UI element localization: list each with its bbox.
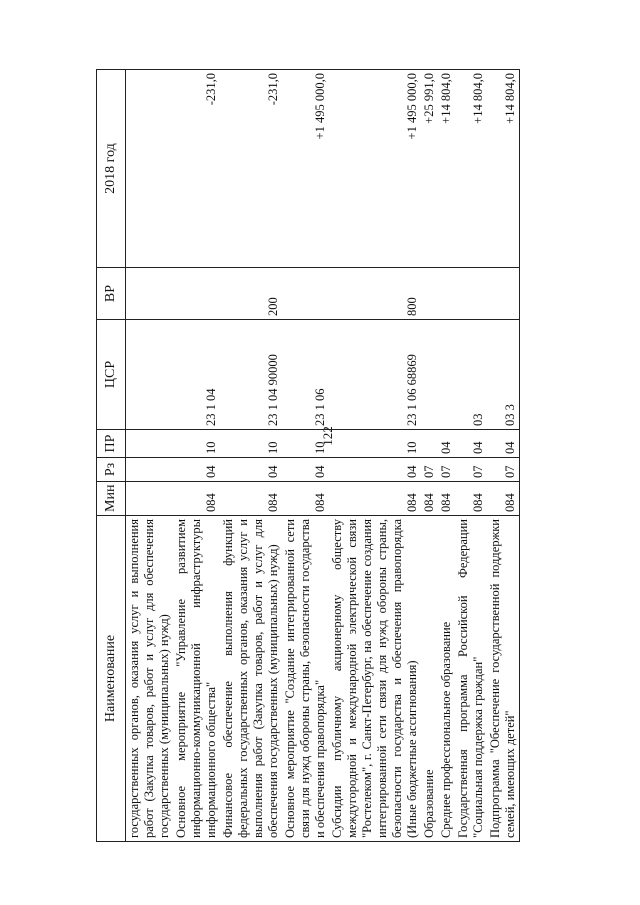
row-vr bbox=[173, 268, 220, 320]
row-rz: 07 bbox=[421, 458, 438, 482]
row-rz: 04 bbox=[282, 458, 329, 482]
table-row bbox=[421, 70, 438, 842]
rotated-page bbox=[96, 70, 586, 842]
row-name: Основное мероприятие "Управление развитием информационно-коммуникационной инфраструктуры информационного общества" bbox=[173, 516, 220, 842]
row-sum: +14 804,0 bbox=[455, 70, 487, 268]
row-pr: 10 bbox=[220, 430, 282, 458]
row-name: Подпрограмма "Обеспечение государственной поддержки семей, имеющих детей" bbox=[487, 516, 520, 842]
header-name: Наименование bbox=[97, 516, 126, 842]
row-rz: 07 bbox=[455, 458, 487, 482]
row-sum: +14 804,0 bbox=[487, 70, 520, 268]
row-rz: 04 bbox=[220, 458, 282, 482]
row-pr: 04 bbox=[455, 430, 487, 458]
row-rz: 04 bbox=[329, 458, 421, 482]
row-min: 084 bbox=[220, 482, 282, 516]
row-csr: 23 1 04 bbox=[173, 320, 220, 430]
row-sum: -231,0 bbox=[220, 70, 282, 268]
table-row bbox=[487, 70, 520, 842]
row-sum bbox=[126, 70, 174, 268]
row-vr bbox=[487, 268, 520, 320]
table-header-row bbox=[97, 70, 126, 842]
row-min: 084 bbox=[282, 482, 329, 516]
row-pr: 10 bbox=[282, 430, 329, 458]
row-csr bbox=[421, 320, 438, 430]
row-vr bbox=[282, 268, 329, 320]
header-pr: ПР bbox=[97, 430, 126, 458]
row-name: государственных органов, оказания услуг и выполнения работ (Закупка товаров, работ и услуг для обеспечения государственных (муниципальных) нужд) bbox=[126, 516, 174, 842]
row-min: 084 bbox=[487, 482, 520, 516]
row-name: Основное мероприятие "Создание интегрированной сети связи для нужд обороны страны, безопасности государства и обеспечения правопорядка" bbox=[282, 516, 329, 842]
header-vr: ВР bbox=[97, 268, 126, 320]
row-csr: 23 1 04 90000 bbox=[220, 320, 282, 430]
row-vr bbox=[126, 268, 174, 320]
row-vr: 800 bbox=[329, 268, 421, 320]
table-row bbox=[126, 70, 174, 842]
row-name: Среднее профессиональное образование bbox=[438, 516, 455, 842]
row-sum: +1 495 000,0 bbox=[329, 70, 421, 268]
header-min: Мин bbox=[97, 482, 126, 516]
row-pr: 10 bbox=[329, 430, 421, 458]
row-min bbox=[126, 482, 174, 516]
row-vr bbox=[421, 268, 438, 320]
row-rz: 07 bbox=[487, 458, 520, 482]
table-row bbox=[329, 70, 421, 842]
row-sum: +14 804,0 bbox=[438, 70, 455, 268]
row-min: 084 bbox=[438, 482, 455, 516]
row-min: 084 bbox=[421, 482, 438, 516]
row-csr: 23 1 06 68869 bbox=[329, 320, 421, 430]
row-pr: 04 bbox=[438, 430, 455, 458]
budget-table bbox=[96, 69, 520, 842]
header-csr: ЦСР bbox=[97, 320, 126, 430]
row-pr: 10 bbox=[173, 430, 220, 458]
table-row bbox=[282, 70, 329, 842]
row-pr: 04 bbox=[487, 430, 520, 458]
header-year: 2018 год bbox=[97, 70, 126, 268]
table-row bbox=[438, 70, 455, 842]
row-min: 084 bbox=[455, 482, 487, 516]
row-sum: +1 495 000,0 bbox=[282, 70, 329, 268]
row-sum: -231,0 bbox=[173, 70, 220, 268]
row-sum: +25 991,0 bbox=[421, 70, 438, 268]
row-name: Образование bbox=[421, 516, 438, 842]
row-csr bbox=[438, 320, 455, 430]
table-row bbox=[173, 70, 220, 842]
row-csr: 03 3 bbox=[487, 320, 520, 430]
row-vr: 200 bbox=[220, 268, 282, 320]
table-row bbox=[220, 70, 282, 842]
row-name: Государственная программа Российской Федерации "Социальная поддержка граждан" bbox=[455, 516, 487, 842]
row-name: Субсидии публичному акционерному обществу междугородной и международной электрической связи "Ростелеком", г. Санкт-Петербург, на обеспечение создания интегрированной сети связи для нужд обороны страны, безопасности государства и обеспечения правопорядка (Иные бюджетные ассигнования) bbox=[329, 516, 421, 842]
header-rz: Рз bbox=[97, 458, 126, 482]
row-csr: 23 1 06 bbox=[282, 320, 329, 430]
row-csr bbox=[126, 320, 174, 430]
row-min: 084 bbox=[173, 482, 220, 516]
row-name: Финансовое обеспечение выполнения функций федеральных государственных органов, оказания услуг и выполнения работ (Закупка товаров, работ и услуг для обеспечения государственных (муниципальных) нужд) bbox=[220, 516, 282, 842]
page-number: 122 bbox=[320, 426, 335, 446]
row-vr bbox=[455, 268, 487, 320]
row-rz: 07 bbox=[438, 458, 455, 482]
row-csr: 03 bbox=[455, 320, 487, 430]
row-pr bbox=[126, 430, 174, 458]
row-rz: 04 bbox=[173, 458, 220, 482]
row-min: 084 bbox=[329, 482, 421, 516]
row-vr bbox=[438, 268, 455, 320]
table-row bbox=[455, 70, 487, 842]
row-rz bbox=[126, 458, 174, 482]
row-pr bbox=[421, 430, 438, 458]
